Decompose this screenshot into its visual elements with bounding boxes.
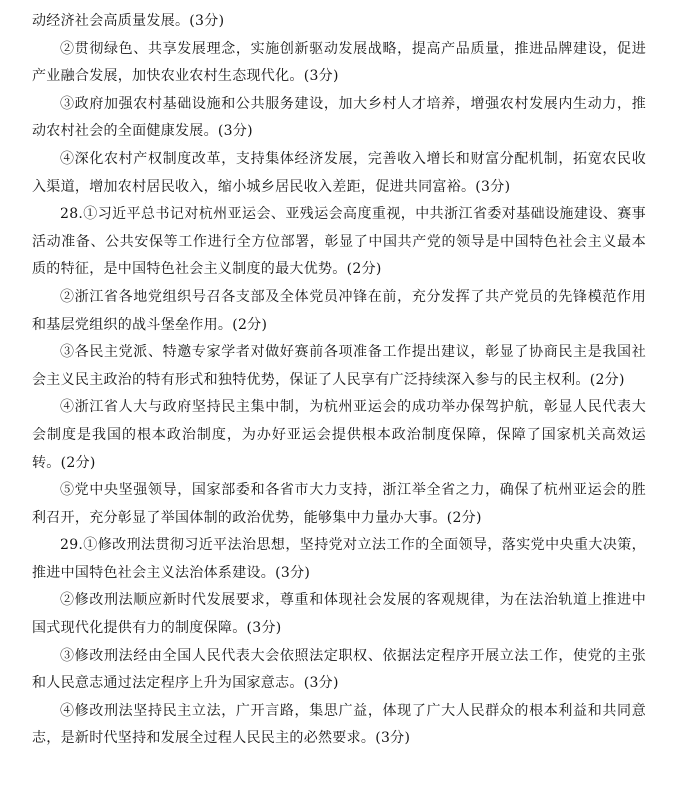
paragraph-q29-item1: 29.①修改刑法贯彻习近平法治思想，坚持党对立法工作的全面领导，落实党中央重大决策，推进中国特色社会主义法治体系建设。(3分) bbox=[32, 537, 646, 581]
paragraph-q28-item5: ⑤党中央坚强领导，国家部委和各省市大力支持，浙江举全省之力，确保了杭州亚运会的胜利召开，充分彰显了举国体制的政治优势，能够集中力量办大事。(2分) bbox=[32, 482, 646, 526]
paragraph-q27-item1-continued: 动经济社会高质量发展。(3分) bbox=[32, 13, 225, 29]
paragraph-q27-item4: ④深化农村产权制度改革，支持集体经济发展，完善收入增长和财富分配机制，拓宽农民收入渠道，增加农村居民收入，缩小城乡居民收入差距，促进共同富裕。(3分) bbox=[32, 150, 646, 195]
paragraph-q29-item4: ④修改刑法坚持民主立法，广开言路，集思广益，体现了广大人民群众的根本利益和共同意志，是新时代坚持和发展全过程人民民主的必然要求。(3分) bbox=[32, 702, 646, 747]
paragraph-q29-item2: ②修改刑法顺应新时代发展要求，尊重和体现社会发展的客观规律，为在法治轨道上推进中国式现代化提供有力的制度保障。(3分) bbox=[32, 592, 646, 637]
paragraph-q28-item3: ③各民主党派、特邀专家学者对做好赛前各项准备工作提出建议，彰显了协商民主是我国社会主义民主政治的特有形式和独特优势，保证了人民享有广泛持续深入参与的民主权利。(2分) bbox=[32, 344, 646, 388]
paragraph-q28-item1: 28.①习近平总书记对杭州亚运会、亚残运会高度重视，中共浙江省委对基础设施建设、赛事活动准备、公共安保等工作进行全方位部署，彰显了中国共产党的领导是中国特色社会主义最本质的特征，是中国特色社会主义制度的最大优势。(2分) bbox=[32, 206, 646, 278]
paragraph-q29-item3: ③修改刑法经由全国人民代表大会依照法定职权、依据法定程序开展立法工作，使党的主张和人民意志通过法定程序上升为国家意志。(3分) bbox=[32, 647, 646, 692]
paragraph-q27-item2: ②贯彻绿色、共享发展理念，实施创新驱动发展战略，提高产品质量，推进品牌建设，促进产业融合发展，加快农业农村生态现代化。(3分) bbox=[32, 40, 646, 85]
paragraph-q28-item4: ④浙江省人大与政府坚持民主集中制，为杭州亚运会的成功举办保驾护航，彰显人民代表大会制度是我国的根本政治制度，为办好亚运会提供根本政治制度保障，保障了国家机关高效运转。(2分) bbox=[32, 399, 646, 471]
paragraph-q27-item3: ③政府加强农村基础设施和公共服务建设，加大乡村人才培养，增强农村发展内生动力，推动农村社会的全面健康发展。(3分) bbox=[32, 95, 646, 140]
paragraph-q28-item2: ②浙江省各地党组织号召各支部及全体党员冲锋在前，充分发挥了共产党员的先锋模范作用和基层党组织的战斗堡垒作用。(2分) bbox=[32, 288, 646, 333]
